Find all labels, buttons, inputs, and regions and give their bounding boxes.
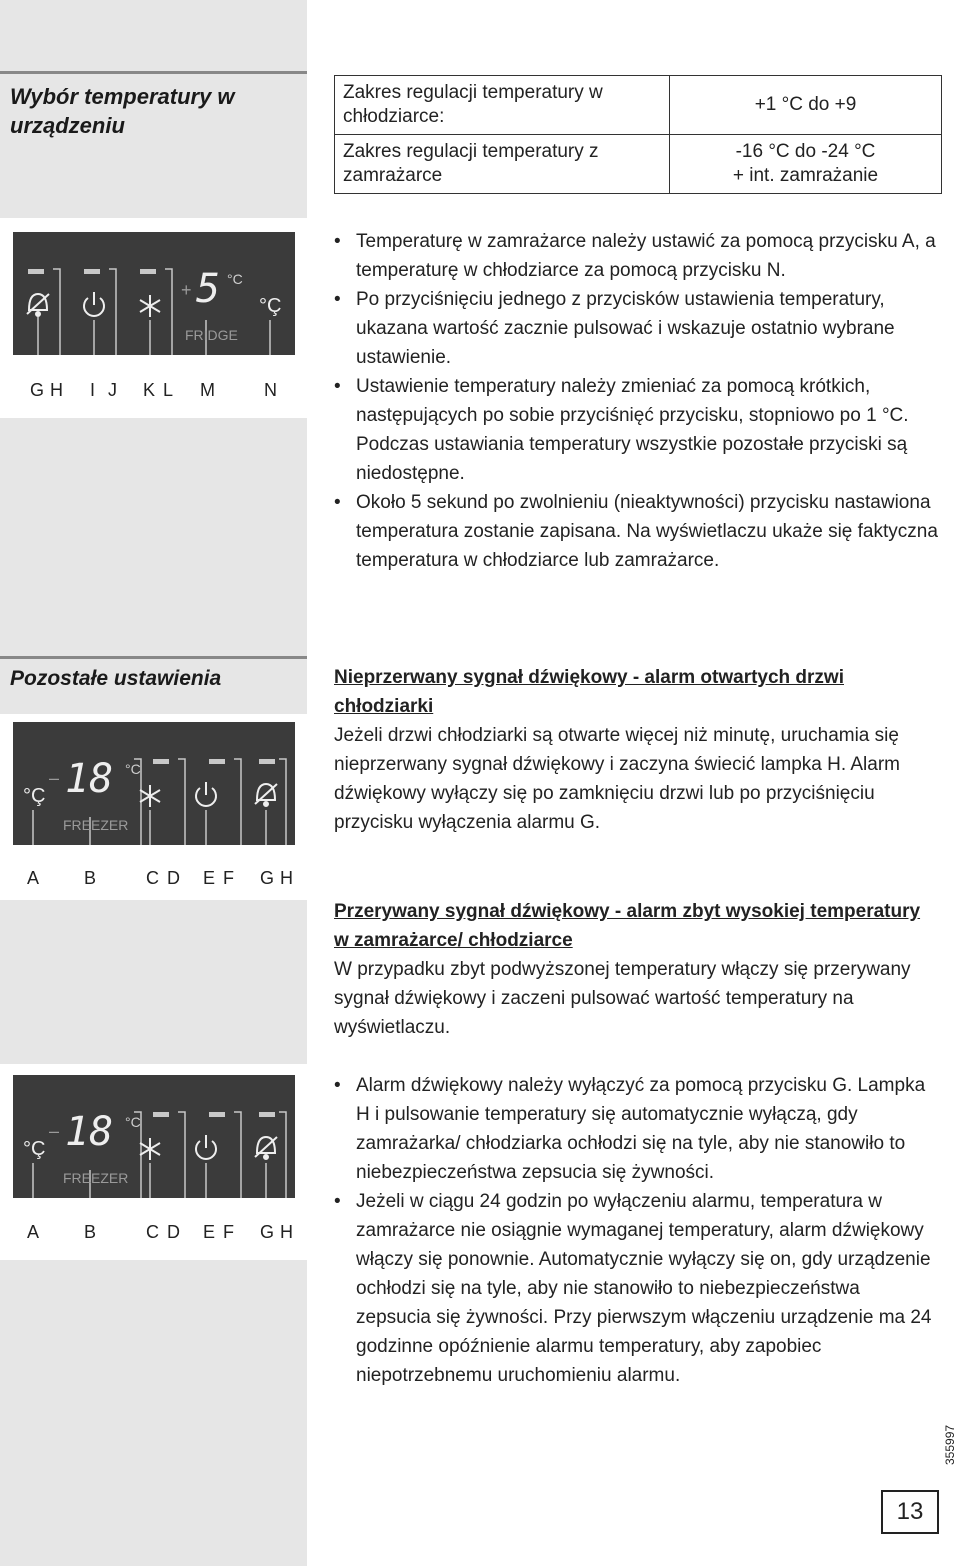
freezer-digits: 18 — [65, 756, 114, 802]
fridge-panel-graphic — [13, 232, 295, 355]
temperature-alarm-title: Przerywany sygnał dźwiękowy - alarm zbyt wysokiej temperatury w zamrażarce/ chłodziarce — [334, 901, 921, 951]
range-label-freezer: Zakres regulacji temperatury z zamrażarce — [335, 135, 670, 194]
bell-off-icon — [255, 1137, 277, 1159]
fridge-caption: FRIDGE — [185, 327, 238, 343]
freezer-control-panel-2 — [13, 1075, 295, 1198]
snowflake-icon — [140, 1138, 160, 1160]
list-item: • Po przyciśnięciu jednego z przycisków ustawienia temperatury, ukazana wartość zacznie pulsować i wskazuje ostatnio wybrane ustawienie. — [334, 285, 944, 372]
range-value-freezer: -16 °C do -24 °C + int. zamrażanie — [670, 135, 942, 194]
fridge-temp-button-icon: °Ç — [259, 295, 282, 317]
snowflake-icon — [140, 295, 160, 317]
bell-off-icon — [27, 294, 49, 316]
power-icon — [84, 292, 104, 316]
power-icon — [196, 782, 216, 806]
bell-off-icon — [255, 784, 277, 806]
section-rule-2 — [0, 656, 307, 659]
temperature-range-table — [334, 75, 942, 194]
range-value-fridge: +1 °C do +9 — [670, 76, 942, 135]
fridge-digit: 5 — [196, 266, 221, 312]
temperature-alarm-text: W przypadku zbyt podwyższonej temperatury włączy się przerywany sygnał dźwiękowy i zaczeni pulsować wartość temperatury na wyświetlaczu. — [334, 959, 911, 1038]
list-item: • Ustawienie temperatury należy zmieniać za pomocą krótkich, następujących po sobie przyciśnięć przycisku, stopniowo po 1 °C. Podczas ustawiania temperatury wszystkie pozostałe przyciski są niedostępne. — [334, 372, 944, 488]
fridge-control-panel — [13, 232, 295, 355]
freezer-letters-1: A B C D E F G H — [0, 858, 307, 900]
range-label-fridge: Zakres regulacji temperatury w chłodziarce: — [335, 76, 670, 135]
snowflake-icon — [140, 785, 160, 807]
table-row — [335, 135, 942, 194]
plus-sign: + — [181, 280, 192, 300]
page-number: 13 — [881, 1490, 939, 1534]
power-icon — [196, 1135, 216, 1159]
list-item: • Temperaturę w zamrażarce należy ustawić za pomocą przycisku A, a temperaturę w chłodziarce za pomocą przycisku N. — [334, 227, 944, 285]
freezer-caption: FREEZER — [63, 1170, 129, 1186]
alarm-bullets — [334, 1071, 934, 1390]
minus-sign: – — [49, 768, 60, 788]
freezer-temp-button-icon: °Ç — [23, 785, 46, 807]
section2-heading: Pozostałe ustawienia — [10, 667, 222, 690]
door-alarm-title: Nieprzerwany sygnał dźwiękowy - alarm otwartych drzwi chłodziarki — [334, 667, 844, 717]
freezer-control-panel-1 — [13, 722, 295, 845]
fridge-unit: °C — [227, 271, 243, 287]
door-alarm-text: Jeżeli drzwi chłodziarki są otwarte więcej niż minutę, uruchamia się nieprzerwany sygnał dźwiękowy i zaczyna świecić lampka H. Alarm dźwiękowy wyłączy się po zamknięciu drzwi lub po przyciśnięciu przycisku wyłączenia alarmu G. — [334, 725, 900, 833]
list-item: • Około 5 sekund po zwolnieniu (nieaktywności) przycisku nastawiona temperatura zostanie zapisana. Na wyświetlaczu ukaże się faktyczna temperatura w chłodziarce lub zamrażarce. — [334, 488, 944, 575]
section-rule-1 — [0, 71, 307, 74]
freezer-caption: FREEZER — [63, 817, 129, 833]
freezer-letters-2: A B C D E F G H — [0, 1212, 307, 1254]
fridge-letters: G H I J K L M N — [0, 370, 307, 412]
table-row — [335, 76, 942, 135]
freezer-temp-button-icon: °Ç — [23, 1138, 46, 1160]
freezer-unit: °C — [125, 761, 141, 777]
temperature-alarm-section — [334, 897, 934, 1042]
list-item: • Jeżeli w ciągu 24 godzin po wyłączeniu alarmu, temperatura w zamrażarce nie osiągnie wymaganej temperatury, alarm dźwiękowy włączy się ponownie. Automatycznie wyłączy się on, gdy urządzenie ochłodzi się na tyle, aby nie stanowiło to niebezpieczeństwa zepsucia się żywności. Przy pierwszym włączeniu urządzenie ma 24 godzinne opóźnienie alarmu temperatury, aby zapobiec niepotrzebnemu uruchomieniu alarmu. — [334, 1187, 934, 1390]
freezer-unit: °C — [125, 1114, 141, 1130]
freezer-panel-graphic-2 — [13, 1075, 295, 1198]
minus-sign: – — [49, 1121, 60, 1141]
section1-heading: Wybór temperatury w urządzeniu — [10, 84, 235, 138]
document-code: 355997 — [943, 1424, 957, 1465]
freezer-panel-graphic — [13, 722, 295, 845]
freezer-digits: 18 — [65, 1109, 114, 1155]
temperature-setting-bullets — [334, 227, 944, 575]
list-item: • Alarm dźwiękowy należy wyłączyć za pomocą przycisku G. Lampka H i pulsowanie temperatury się automatycznie wyłączą, gdy zamrażarka/ chłodziarka ochłodzi się na tyle, aby nie stanowiło to niebezpieczeństwa zepsucia się żywności. — [334, 1071, 934, 1187]
door-alarm-section — [334, 663, 934, 837]
